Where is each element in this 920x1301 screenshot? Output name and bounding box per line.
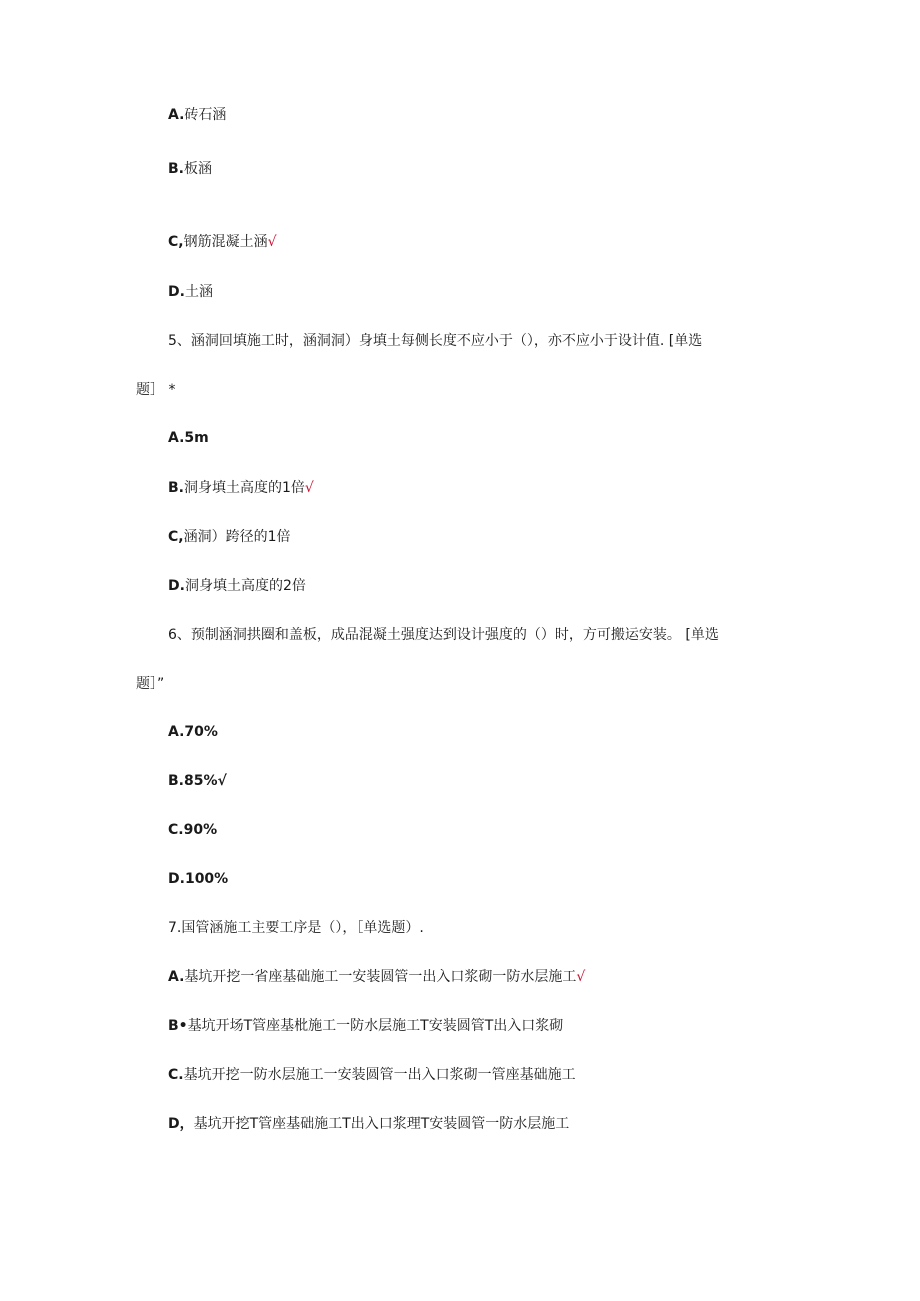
question-5-text: 5、涵洞回填施工时，涵洞洞）身填土每侧长度不应小于（），亦不应小于设计值. [单选 — [168, 333, 703, 349]
option-text: 土涵 — [184, 284, 213, 300]
q6-option-d — [168, 869, 228, 889]
option-label: B• — [168, 1018, 188, 1034]
option-label: C. — [168, 1067, 184, 1083]
option-text: 100% — [184, 871, 229, 887]
option-label: C, — [168, 529, 184, 545]
question-6-text-cont: 题］” — [136, 676, 165, 692]
option-text: 基坑开挖一防水层施工一安装圆管一出入口浆砌一管座基础施工 — [183, 1067, 576, 1083]
option-text: 85%√ — [184, 773, 227, 789]
q7-option-c — [168, 1065, 576, 1085]
option-text: 90% — [183, 822, 218, 838]
q7-option-b — [168, 1016, 563, 1036]
correct-check-icon: √ — [304, 480, 314, 496]
option-text: 洞身填土高度的1倍 — [184, 480, 305, 496]
option-text: 5m — [184, 430, 209, 446]
q6-option-a — [168, 722, 218, 742]
question-7-text: 7.国管涵施工主要工序是（），［单选题）. — [168, 920, 424, 936]
correct-check-icon: √ — [267, 234, 277, 250]
option-text: 钢筋混凝土涵 — [183, 234, 268, 250]
option-label: A. — [168, 724, 185, 740]
option-label: C, — [168, 234, 184, 250]
option-label: B. — [168, 773, 184, 789]
option-label: A. — [168, 969, 185, 985]
option-d-pre — [168, 282, 213, 302]
q6-option-b — [168, 771, 227, 791]
option-label: B. — [168, 161, 184, 177]
q6-option-c — [168, 820, 217, 840]
q5-option-b — [168, 478, 314, 498]
option-b-pre — [168, 159, 212, 179]
option-label: C. — [168, 822, 184, 838]
q7-option-d — [168, 1114, 569, 1134]
option-text: 板涵 — [184, 161, 212, 177]
q5-option-a — [168, 428, 209, 448]
option-a-pre — [168, 105, 226, 125]
option-label: B. — [168, 480, 184, 496]
question-5-text-cont: 题］ * — [136, 382, 176, 398]
option-text: 基坑开场T管座基枇施工一防水层施工T安装圆管T出入口浆砌 — [187, 1018, 564, 1034]
option-label: A. — [168, 430, 185, 446]
question-6-text: 6、预制涵洞拱圈和盖板，成品混凝土强度达到设计强度的（）时，方可搬运安装。 [单选 — [168, 627, 719, 643]
option-label: A. — [168, 107, 185, 123]
option-label: D. — [168, 284, 185, 300]
option-text: 70% — [184, 724, 218, 740]
option-text: 基坑开挖一省座基础施工一安装圆管一出入口浆砌一防水层施工 — [184, 969, 577, 985]
option-text: 砖石涵 — [184, 107, 227, 123]
q5-option-c — [168, 527, 291, 547]
option-label: D. — [168, 578, 185, 594]
option-label: D. — [168, 871, 185, 887]
option-label: D， — [168, 1116, 194, 1132]
option-text: 基坑开挖T管座基础施工T出入口浆理T安装圆管一防水层施工 — [193, 1116, 570, 1132]
q7-option-a — [168, 967, 585, 987]
correct-check-icon: √ — [576, 969, 586, 985]
q5-option-d — [168, 576, 306, 596]
option-c-pre — [168, 232, 277, 252]
option-text: 涵洞）跨径的1倍 — [183, 529, 291, 545]
option-text: 洞身填土高度的2倍 — [184, 578, 306, 594]
